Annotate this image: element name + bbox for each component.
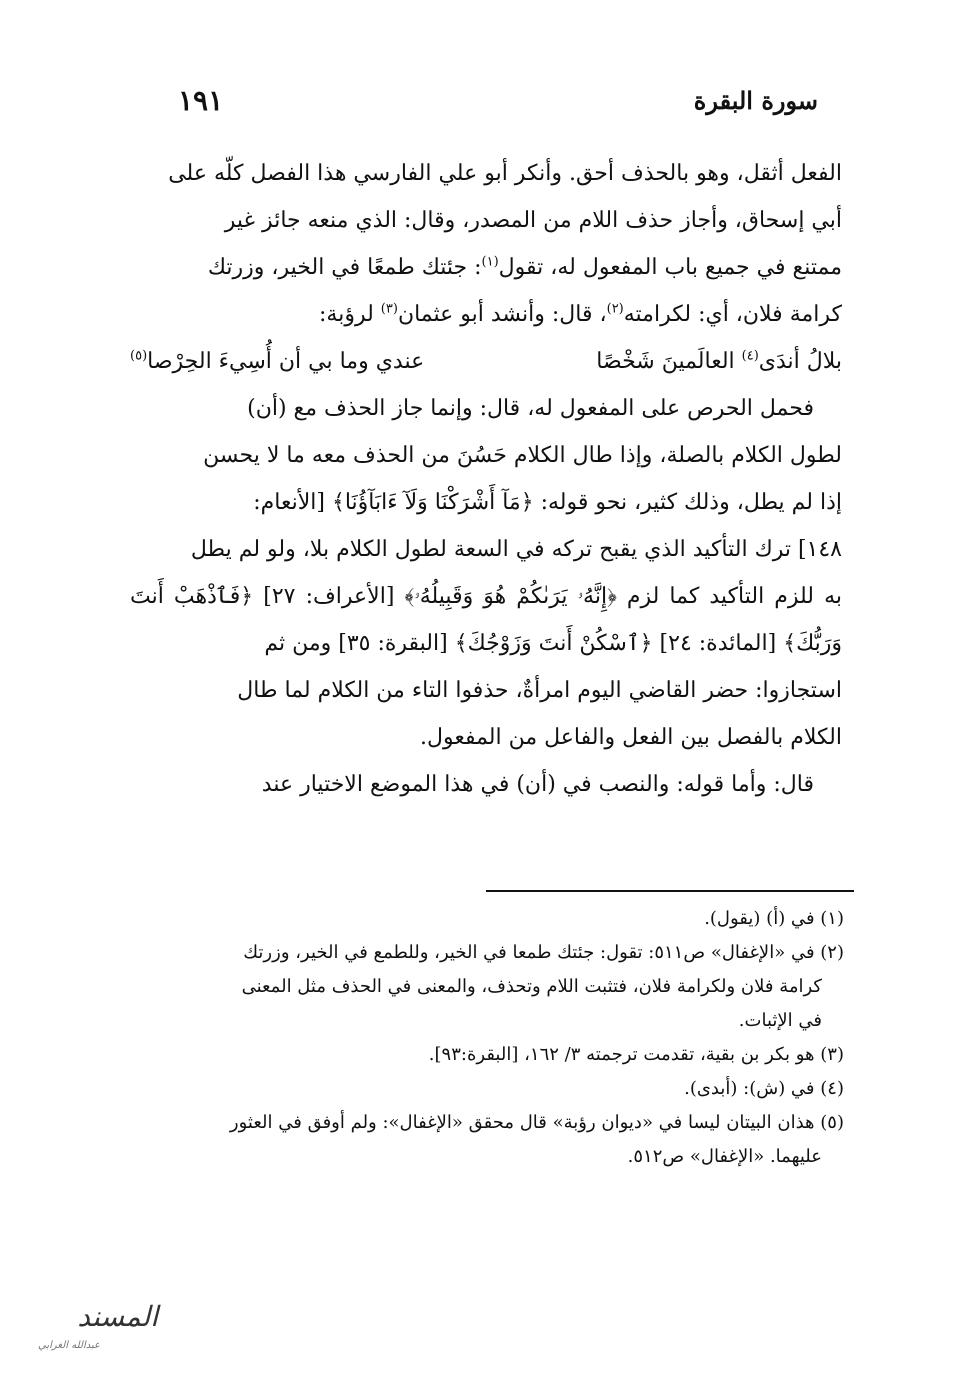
footnote-3: (٣) هو بكر بن بقية، تقدمت ترجمته ٣/ ١٦٢، [البقرة:٩٣]. [428, 1044, 844, 1065]
quran-quote: ﴿فَٱذْهَبْ أَنتَ وَرَبُّكَ﴾ [130, 584, 842, 656]
page-number: ١٩١ [178, 84, 224, 117]
footnote-ref-3[interactable]: (٣) [380, 301, 398, 317]
footnotes [130, 902, 844, 1174]
footnote-4: (٤) في (ش): (أبدى). [684, 1078, 844, 1099]
text-line: أبي إسحاق، وأجاز حذف اللام من المصدر، وقال: الذي منعه جائز غير [224, 208, 842, 233]
footnote-separator [486, 890, 854, 892]
text-line: كرامة فلان، أي: لكرامته$^{(٢)}$، قال: وأنشد أبو عثمان$^{(٣)}$ لرؤبة: [319, 301, 842, 327]
main-text [130, 150, 842, 808]
logo-subtext: عبدالله الغرابي [38, 1340, 100, 1351]
verse-second-hemistich: عندي وما بي أن أُسِيءَ الحِرْصا$^{(٥)}$ [130, 348, 425, 374]
footnote-1: (١) في (أ) (يقول). [704, 908, 844, 929]
footnote-ref-4[interactable]: (٤) [741, 348, 759, 364]
quran-quote: ﴿إِنَّهُۥ يَرَىٰكُمْ هُوَ وَقَبِيلُهُۥ﴾ [404, 584, 617, 609]
page-header [178, 84, 818, 124]
footnote-ref-1[interactable]: (١) [481, 254, 499, 270]
publisher-logo [18, 1300, 158, 1360]
text-line: إذا لم يطل، وذلك كثير، نحو قوله: ﴿مَآ أَشْرَكْنَا وَلَآ ءَابَآؤُنَا﴾ [الأنعام: [253, 490, 842, 515]
poetry-verse [130, 338, 842, 385]
logo-calligraphy: المسند [77, 1300, 158, 1333]
footnote-2: (٢) في «الإغفال» ص٥١١: تقول: جئتك طمعا في الخير، وللطمع في الخير، وزرتك كرامة فلان ولكرامة فلان، فتثبت اللام وتحذف، والمعنى في الحذف مثل المعنى في الإثبات. [241, 942, 844, 1031]
text-line: الفعل أثقل، وهو بالحذف أحق. وأنكر أبو علي الفارسي هذا الفصل كلّه على [168, 161, 842, 186]
footnote-ref-5[interactable]: (٥) [130, 348, 148, 364]
verse-first-hemistich: بلالُ أندَى$^{(٤)}$ العالَمينَ شَخْصًا [596, 348, 842, 374]
quran-quote: ﴿مَآ أَشْرَكْنَا وَلَآ ءَابَآؤُنَا﴾ [331, 490, 534, 515]
footnote-5: (٥) هذان البيتان ليسا في «ديوان رؤبة» قال محقق «الإغفال»: ولم أوفق في العثور عليهما. «الإغفال» ص٥١٢. [229, 1112, 844, 1167]
footnote-ref-2[interactable]: (٢) [606, 301, 624, 317]
text-line: الكلام بالفصل بين الفعل والفاعل من المفعول. [419, 725, 842, 750]
text-line: ممتنع في جميع باب المفعول له، تقول$^{(١)}$: جئتك طمعًا في الخير، وزرتك [207, 254, 842, 280]
text-line: لطول الكلام بالصلة، وإذا طال الكلام حَسُنَ من الحذف معه ما لا يحسن [203, 443, 842, 468]
surah-title: سورة البقرة [693, 86, 818, 115]
text-line: ١٤٨] ترك التأكيد الذي يقبح تركه في السعة لطول الكلام بلا، ولو لم يطل [190, 537, 842, 562]
text-line: قال: وأما قوله: والنصب في (أن) في هذا الموضع الاختيار عند [261, 772, 814, 797]
text-line: به للزم التأكيد كما لزم ﴿إِنَّهُۥ يَرَىٰكُمْ هُوَ وَقَبِيلُهُۥ﴾ [الأعراف: ٢٧] ﴿فَٱذْهَبْ أَنتَ وَرَبُّكَ﴾ [المائدة: ٢٤] ﴿ٱسْكُنْ أَنتَ وَزَوْجُكَ﴾ [البقرة: ٣٥] ومن ثم [130, 584, 842, 656]
quran-quote: ﴿ٱسْكُنْ أَنتَ وَزَوْجُكَ﴾ [454, 631, 653, 656]
text-line: استجازوا: حضر القاضي اليوم امرأةٌ، حذفوا التاء من الكلام لما طال [237, 678, 842, 703]
text-line: فحمل الحرص على المفعول له، قال: وإنما جاز الحذف مع (أن) [247, 396, 814, 421]
